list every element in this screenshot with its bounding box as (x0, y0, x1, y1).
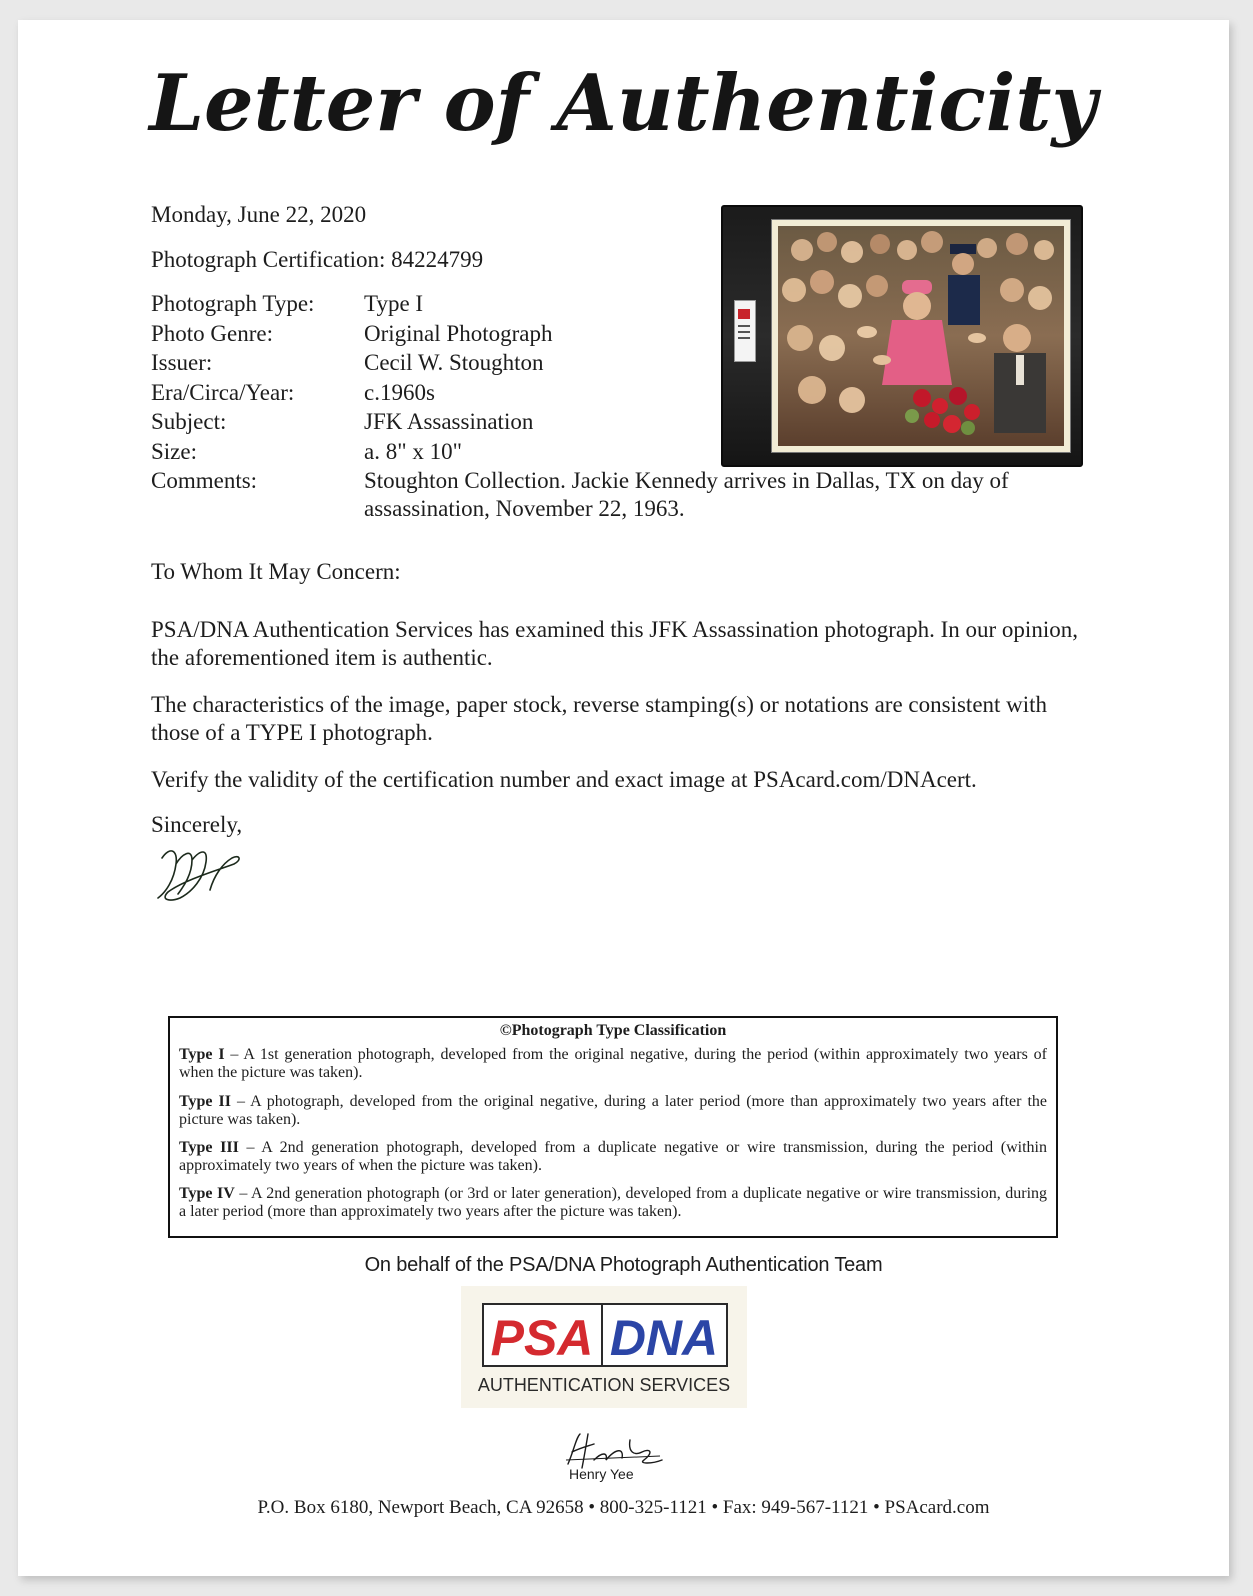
paragraph-characteristics: The characteristics of the image, paper stock, reverse stamping(s) or notations are consistent with those of a TYPE I photograph. (151, 692, 1048, 745)
field-value: Type I (364, 291, 424, 316)
field-label: Subject: (151, 409, 227, 434)
crowd-scene-illustration (772, 220, 1070, 452)
letter-title-text: Letter of Authenticity (149, 58, 1097, 149)
field-value: c.1960s (364, 380, 435, 405)
type-description: – A 2nd generation photograph (or 3rd or later generation), developed from a duplicate negative or wire transmission, during a later period (more than approximately two years after the picture was taken). (179, 1185, 1048, 1220)
field-label: Photo Genre: (151, 321, 274, 346)
field-value: Stoughton Collection. Jackie Kennedy arrives in Dallas, TX on day of assassination, November 22, 1963. (364, 468, 1009, 521)
photograph-image (771, 219, 1071, 453)
type-entry (179, 1185, 1047, 1221)
salutation: To Whom It May Concern: (151, 559, 401, 584)
footer-address: P.O. Box 6180, Newport Beach, CA 92658 • 800-325-1121 • Fax: 949-567-1121 • PSAcard.com (257, 1497, 990, 1518)
certification-number: Photograph Certification: 84224799 (151, 247, 484, 272)
field-label: Comments: (151, 468, 258, 493)
field-value: Original Photograph (364, 321, 553, 346)
type-name: Type IV (179, 1185, 235, 1202)
type-entry (179, 1046, 1047, 1082)
paragraph-verify: Verify the validity of the certification number and exact image at PSAcard.com/DNAcert. (151, 767, 977, 792)
logo-dna-text: DNA (609, 1310, 719, 1366)
letter-title (18, 38, 1229, 188)
field-label: Era/Circa/Year: (151, 380, 295, 405)
slab-cert-label (734, 300, 756, 362)
classification-title: ©Photograph Type Classification (499, 1022, 727, 1039)
field-label: Issuer: (151, 350, 213, 375)
authenticator-signature (148, 840, 248, 906)
type-description: – A 2nd generation photograph, developed from a duplicate negative or wire transmission, during the period (within approximately two years of when the picture was taken). (179, 1139, 1047, 1174)
type-name: Type III (179, 1139, 239, 1156)
slabbed-photograph (721, 205, 1083, 467)
field-label: Size: (151, 439, 197, 464)
letter-date: Monday, June 22, 2020 (151, 202, 367, 227)
paragraph-opinion: PSA/DNA Authentication Services has examined this JFK Assassination photograph. In our opinion, the aforementioned item is authentic. (151, 617, 1078, 670)
field-value: a. 8" x 10" (364, 439, 462, 464)
field-value: JFK Assassination (364, 409, 534, 434)
field-value: Cecil W. Stoughton (364, 350, 544, 375)
behalf-line: On behalf of the PSA/DNA Photograph Authentication Team (364, 1254, 883, 1276)
psa-dna-logo (461, 1286, 747, 1408)
type-description: – A photograph, developed from the original negative, during a later period (more than approximately two years after the picture was taken). (179, 1093, 1048, 1128)
psa-dna-logo-mark (461, 1286, 747, 1408)
type-classification-box (168, 1016, 1058, 1238)
type-entry (179, 1093, 1047, 1129)
field-label: Photograph Type: (151, 291, 315, 316)
signer-name: Henry Yee (569, 1466, 634, 1482)
type-name: Type II (179, 1093, 231, 1110)
logo-subtitle: AUTHENTICATION SERVICES (477, 1375, 731, 1395)
type-entry (179, 1139, 1047, 1175)
type-description: – A 1st generation photograph, developed from the original negative, during the period (within approximately two years of when the picture was taken). (179, 1046, 1047, 1081)
letter-page (18, 20, 1229, 1576)
logo-psa-text: PSA (490, 1310, 594, 1366)
type-name: Type I (179, 1046, 225, 1063)
closing: Sincerely, (151, 812, 243, 837)
